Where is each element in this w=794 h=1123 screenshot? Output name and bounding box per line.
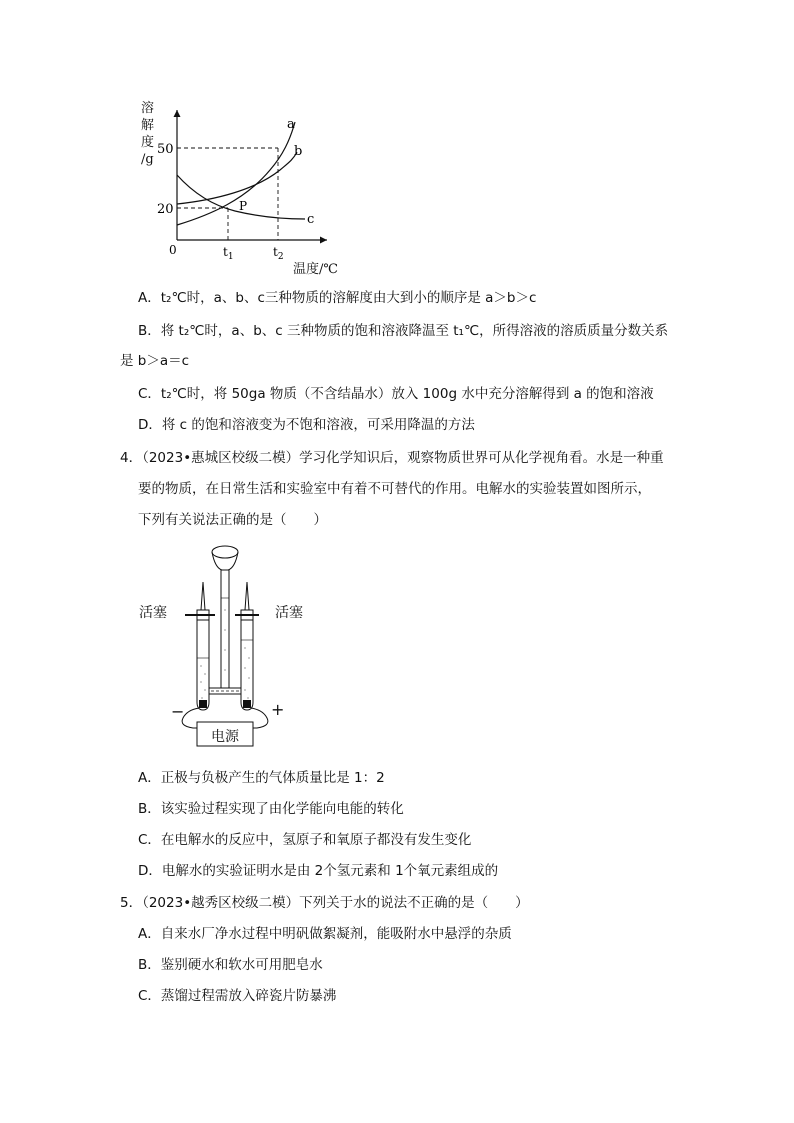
electrolysis-diagram xyxy=(135,540,335,755)
water-dots xyxy=(200,609,249,698)
y-tick-20: 20 xyxy=(157,202,174,217)
right-valve-label: 活塞 xyxy=(275,605,303,621)
q4-option-c: C．在电解水的反应中，氢原子和氧原子都没有发生变化 xyxy=(138,832,472,848)
q5-option-c: C．蒸馏过程需放入碎瓷片防暴沸 xyxy=(138,988,337,1004)
plus-sign: + xyxy=(271,700,285,719)
power-label: 电源 xyxy=(211,729,239,745)
curve-label-b: b xyxy=(294,144,303,159)
curve-label-c: c xyxy=(307,212,315,227)
q4-option-b: B．该实验过程实现了由化学能向电能的转化 xyxy=(138,801,404,817)
origin-label: 0 xyxy=(169,243,177,257)
q4-stem-line1: 4．（2023•惠城区校级二模）学习化学知识后，观察物质世界可从化学视角看。水是一种重 xyxy=(120,450,664,466)
chart-xlabel: 温度/℃ xyxy=(293,262,338,277)
right-electrode xyxy=(243,700,251,708)
left-electrode xyxy=(199,700,207,708)
left-tip xyxy=(201,582,205,610)
q5-option-b: B．鉴别硬水和软水可用肥皂水 xyxy=(138,957,323,973)
x-tick-t2 xyxy=(273,245,284,262)
x-tick-t1-sub: 1 xyxy=(227,252,234,262)
right-tip xyxy=(245,582,249,610)
q3-option-d: D．将 c 的饱和溶液变为不饱和溶液，可采用降温的方法 xyxy=(138,417,475,433)
x-tick-t2-main: t xyxy=(273,245,278,259)
chart-svg xyxy=(135,100,345,280)
curve-label-a: a xyxy=(287,117,295,132)
y-tick-50: 50 xyxy=(157,142,174,157)
left-wire xyxy=(182,708,199,728)
q3-option-b-line2: 是 b＞a＝c xyxy=(120,353,190,369)
funnel-bowl xyxy=(212,546,238,558)
x-tick-t1-main: t xyxy=(223,245,228,259)
ylabel-char: 解 xyxy=(141,118,155,133)
q3-option-a: A．t₂℃时，a、b、c三种物质的溶解度由大到小的顺序是 a＞b＞c xyxy=(138,290,537,306)
minus-sign: − xyxy=(171,702,185,721)
ylabel-char: /g xyxy=(141,152,154,167)
ylabel-char: 度 xyxy=(141,135,155,150)
left-valve-label: 活塞 xyxy=(139,605,167,621)
right-wire xyxy=(251,708,268,728)
apparatus-svg xyxy=(135,540,335,755)
funnel-body xyxy=(212,552,238,570)
q3-option-b-line1: B．将 t₂℃时，a、b、c 三种物质的饱和溶液降温至 t₁℃，所得溶液的溶质质量分数关系 xyxy=(138,323,669,339)
q4-option-a: A．正极与负极产生的气体质量比是 1：2 xyxy=(138,770,385,786)
q5-stem: 5．（2023•越秀区校级二模）下列关于水的说法不正确的是（ ） xyxy=(120,895,529,911)
q3-option-c: C．t₂℃时，将 50ga 物质（不含结晶水）放入 100g 水中充分溶解得到 a 的饱和溶液 xyxy=(138,386,654,402)
q4-option-d: D．电解水的实验证明水是由 2个氢元素和 1个氧元素组成的 xyxy=(138,863,499,879)
point-p-label: P xyxy=(239,199,248,213)
right-tube xyxy=(241,620,253,710)
q4-stem-line3: 下列有关说法正确的是（ ） xyxy=(138,512,327,528)
curve-b xyxy=(177,152,297,204)
x-tick-t1 xyxy=(223,245,234,262)
x-tick-t2-sub: 2 xyxy=(277,252,284,262)
left-tube xyxy=(197,620,209,710)
solubility-chart xyxy=(135,100,345,280)
ylabel-char: 溶 xyxy=(141,101,155,116)
q4-stem-line2: 要的物质，在日常生活和实验室中有着不可替代的作用。电解水的实验装置如图所示， xyxy=(138,481,651,497)
curve-a xyxy=(177,122,295,225)
q5-option-a: A．自来水厂净水过程中明矾做絮凝剂，能吸附水中悬浮的杂质 xyxy=(138,926,512,942)
